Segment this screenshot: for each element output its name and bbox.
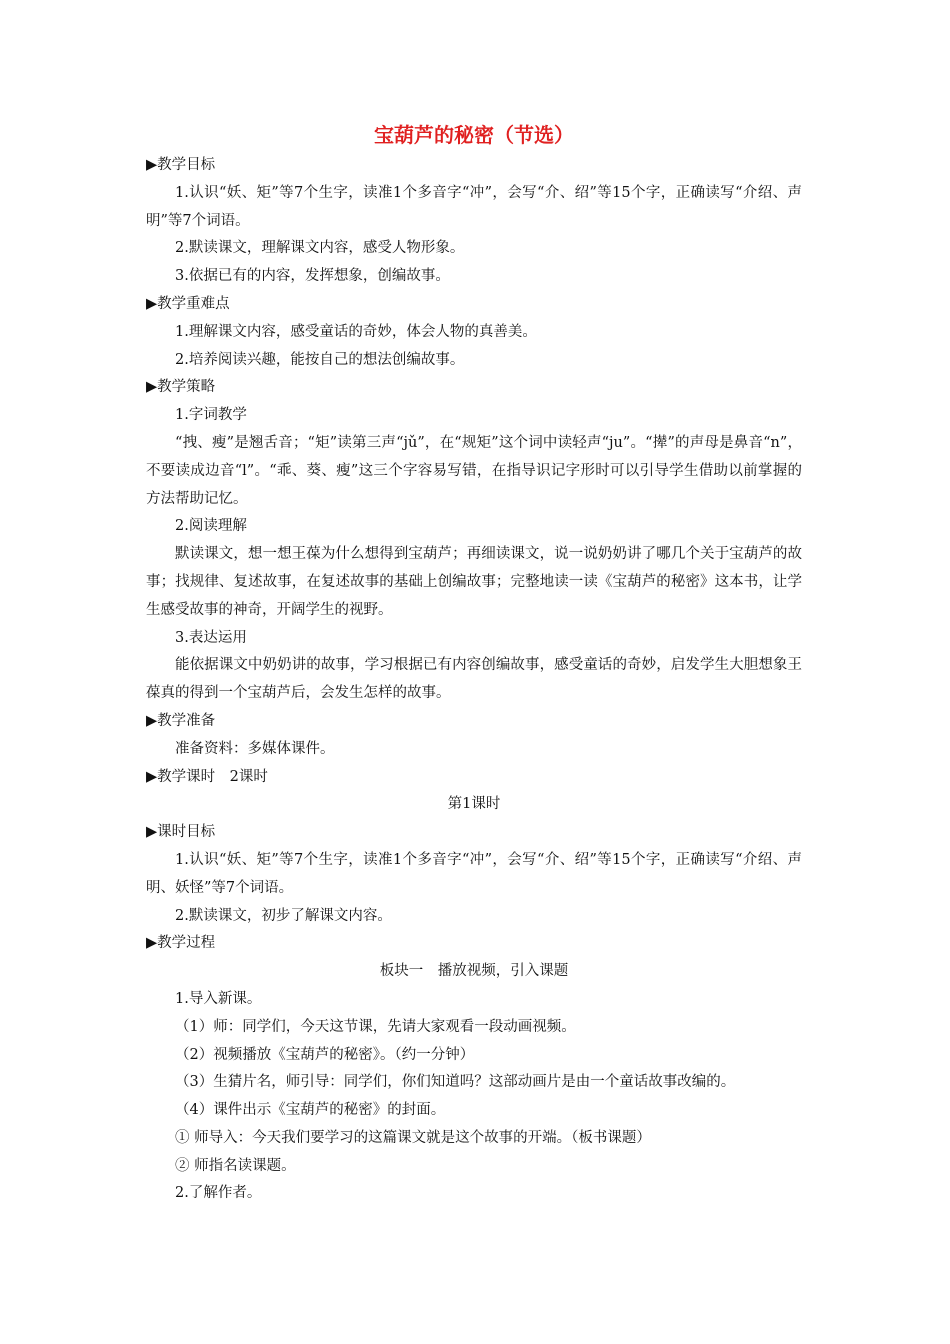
lesson-goal-2: 2.默读课文，初步了解课文内容。 bbox=[175, 907, 392, 924]
process-step: （4）课件出示《宝葫芦的秘密》的封面。 bbox=[175, 1102, 446, 1119]
document-page bbox=[146, 120, 802, 1208]
strategy-item: 3.表达运用 bbox=[175, 629, 247, 646]
process-step: 1.导入新课。 bbox=[175, 990, 262, 1007]
process-step: （2）视频播放《宝葫芦的秘密》。（约一分钟） bbox=[175, 1046, 475, 1063]
strategy-text: 能依据课文中奶奶讲的故事，学习根据已有内容创编故事，感受童话的奇妙，启发学生大胆想象王葆真的得到一个宝葫芦后，会发生怎样的故事。 bbox=[146, 657, 802, 702]
heading-strategy: ▶教学策略 bbox=[146, 379, 216, 396]
document-title: 宝葫芦的秘密（节选） bbox=[374, 123, 574, 147]
lesson-1-heading: 第1课时 bbox=[447, 796, 501, 813]
key-point-2: 2.培养阅读兴趣，能按自己的想法创编故事。 bbox=[175, 351, 465, 368]
process-step: ② 师指名读课题。 bbox=[175, 1157, 296, 1174]
preparation-text: 准备资料：多媒体课件。 bbox=[175, 740, 335, 757]
strategy-text: “拽、瘦”是翘舌音；“矩”读第三声“jǔ”，在“规矩”这个词中读轻声“ju”。“撵”的声母是鼻音“n”，不要读成边音“l”。“乖、葵、瘦”这三个字容易写错，在指导识记字形时可以引导学生借助以前掌握的方法帮助记忆。 bbox=[146, 434, 802, 507]
process-step: 2.了解作者。 bbox=[175, 1185, 262, 1202]
heading-key-points: ▶教学重难点 bbox=[146, 295, 230, 312]
strategy-text: 默读课文，想一想王葆为什么想得到宝葫芦；再细读课文，说一说奶奶讲了哪几个关于宝葫芦的故事；找规律、复述故事，在复述故事的基础上创编故事；完整地读一读《宝葫芦的秘密》这本书，让学生感受故事的神奇，开阔学生的视野。 bbox=[146, 546, 802, 618]
goal-2: 2.默读课文，理解课文内容，感受人物形象。 bbox=[175, 240, 465, 257]
strategy-item: 1.字词教学 bbox=[175, 407, 247, 424]
block-1-heading: 板块一 播放视频，引入课题 bbox=[379, 963, 569, 980]
process-step: ① 师导入：今天我们要学习的这篇课文就是这个故事的开端。（板书课题） bbox=[175, 1129, 651, 1146]
heading-lesson-goals: ▶课时目标 bbox=[146, 824, 216, 841]
key-point-1: 1.理解课文内容，感受童话的奇妙，体会人物的真善美。 bbox=[175, 323, 537, 340]
heading-process: ▶教学过程 bbox=[146, 935, 216, 952]
heading-class-hours: ▶教学课时 2课时 bbox=[146, 768, 268, 785]
goal-3: 3.依据已有的内容，发挥想象，创编故事。 bbox=[175, 268, 450, 285]
strategy-item: 2.阅读理解 bbox=[175, 518, 247, 535]
process-step: （1）师：同学们，今天这节课，先请大家观看一段动画视频。 bbox=[175, 1018, 576, 1035]
heading-preparation: ▶教学准备 bbox=[146, 712, 216, 729]
process-step: （3）生猜片名，师引导：同学们，你们知道吗？这部动画片是由一个童话故事改编的。 bbox=[175, 1074, 736, 1091]
goal-1: 1.认识“妖、矩”等7个生字，读准1个多音字“冲”，会写“介、绍”等15个字，正确读写“介绍、声明”等7个词语。 bbox=[146, 184, 802, 229]
heading-goals: ▶教学目标 bbox=[146, 157, 216, 173]
lesson-goal-1: 1.认识“妖、矩”等7个生字，读准1个多音字“冲”，会写“介、绍”等15个字，正确读写“介绍、声明、妖怪”等7个词语。 bbox=[146, 851, 802, 896]
